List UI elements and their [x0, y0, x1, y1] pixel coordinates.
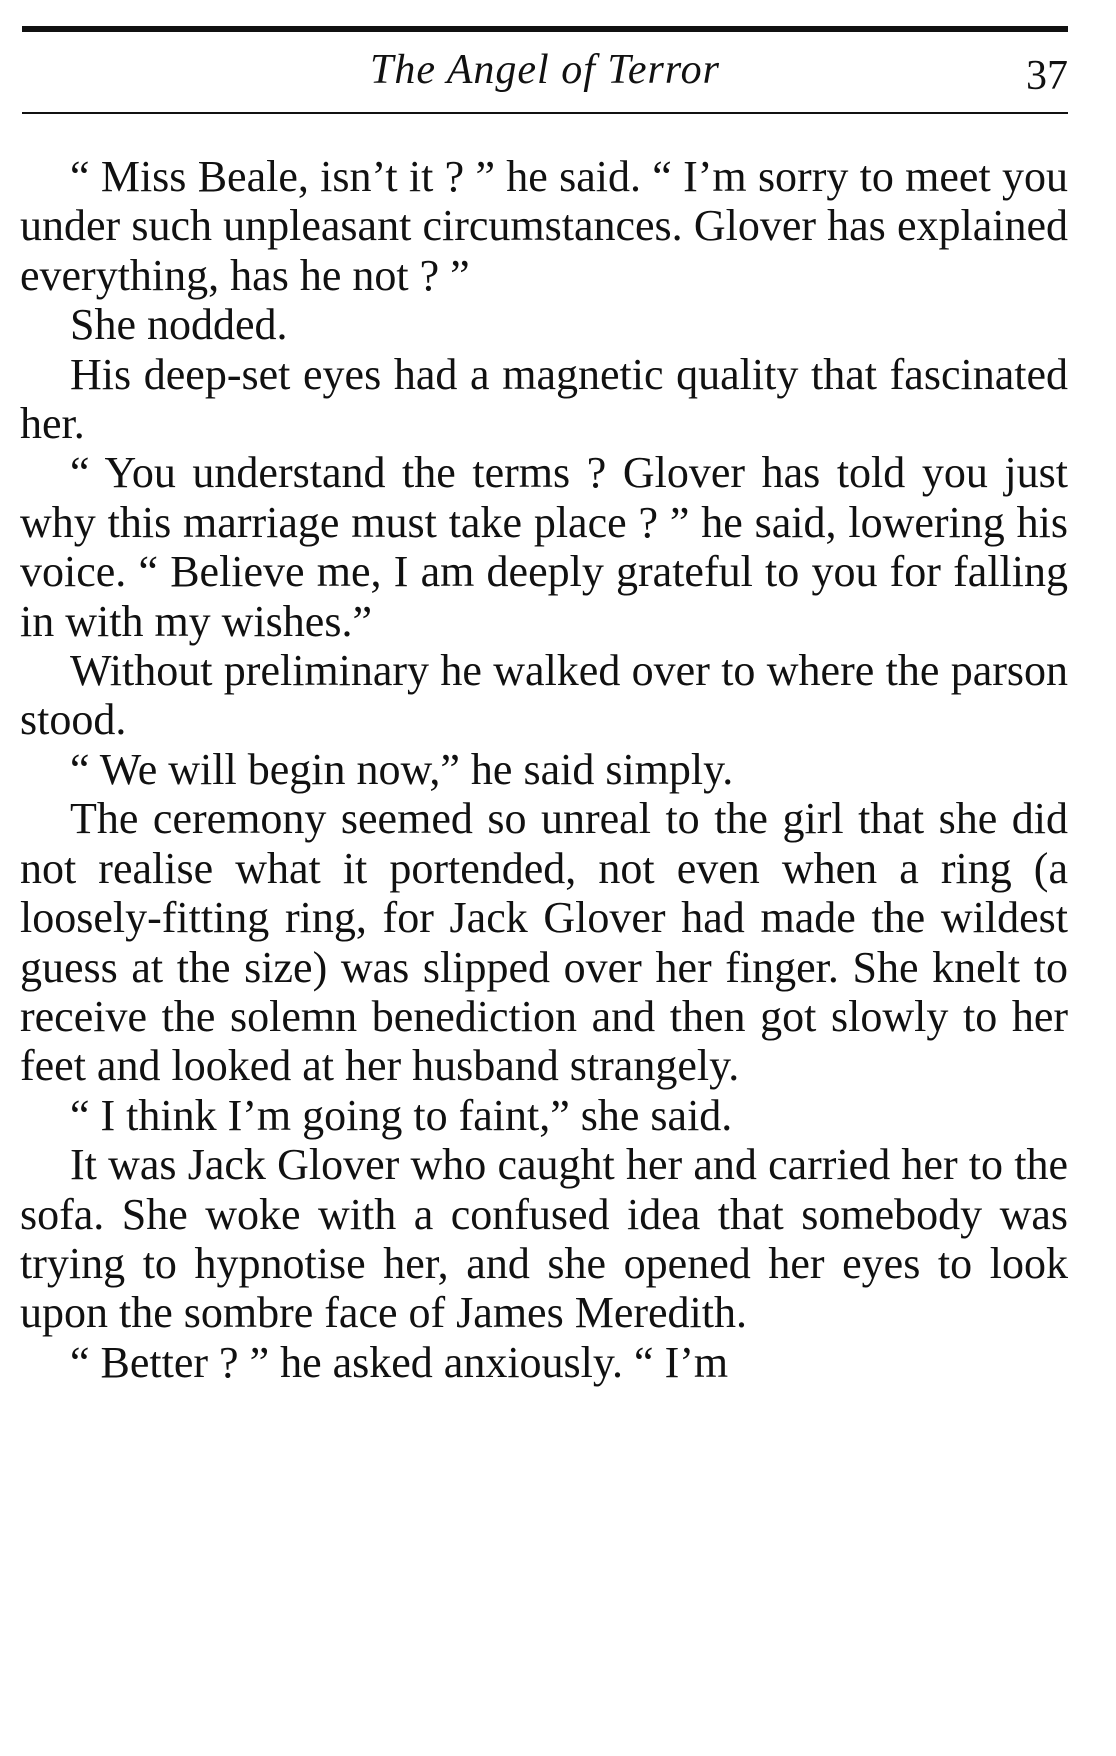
paragraph: “ Better ? ” he asked anxiously. “ I’m: [70, 1337, 729, 1387]
paragraph: “ You understand the terms ? Glover has told you just why this marriage must take place ? ” he said, lowering his voice. “ Believe me, I am deeply grateful to you for falling in with my wishes.”: [20, 448, 1068, 646]
paragraph: It was Jack Glover who caught her and carried her to the sofa. She woke with a confused idea that somebody was trying to hypnotise her, and she opened her eyes to look upon the sombre face of James Meredith.: [20, 1140, 1068, 1338]
header-rule-bottom: [22, 112, 1068, 114]
page-number: 37: [1026, 53, 1068, 99]
running-title: The Angel of Terror: [370, 47, 720, 93]
paragraph: “ Miss Beale, isn’t it ? ” he said. “ I’m sorry to meet you under such unpleasant circumstances. Glover has explained everything, has he not ? ”: [20, 152, 1068, 300]
paragraph: “ We will begin now,” he said simply.: [70, 744, 734, 794]
paragraph: Without preliminary he walked over to where the parson stood.: [20, 646, 1068, 745]
body-text: [20, 152, 1068, 1387]
paragraph: The ceremony seemed so unreal to the girl that she did not realise what it portended, not even when a ring (a loosely-fitting ring, for Jack Glover had made the wildest guess at the size) was slipped over her finger. She knelt to receive the solemn benediction and then got slowly to her feet and looked at her husband strangely.: [20, 794, 1068, 1091]
header-rule-top: [22, 26, 1068, 32]
paragraph: “ I think I’m going to faint,” she said.: [70, 1090, 733, 1140]
paragraph: His deep-set eyes had a magnetic quality that fascinated her.: [20, 349, 1068, 449]
paragraph: She nodded.: [70, 300, 288, 350]
running-head: [22, 46, 1068, 106]
